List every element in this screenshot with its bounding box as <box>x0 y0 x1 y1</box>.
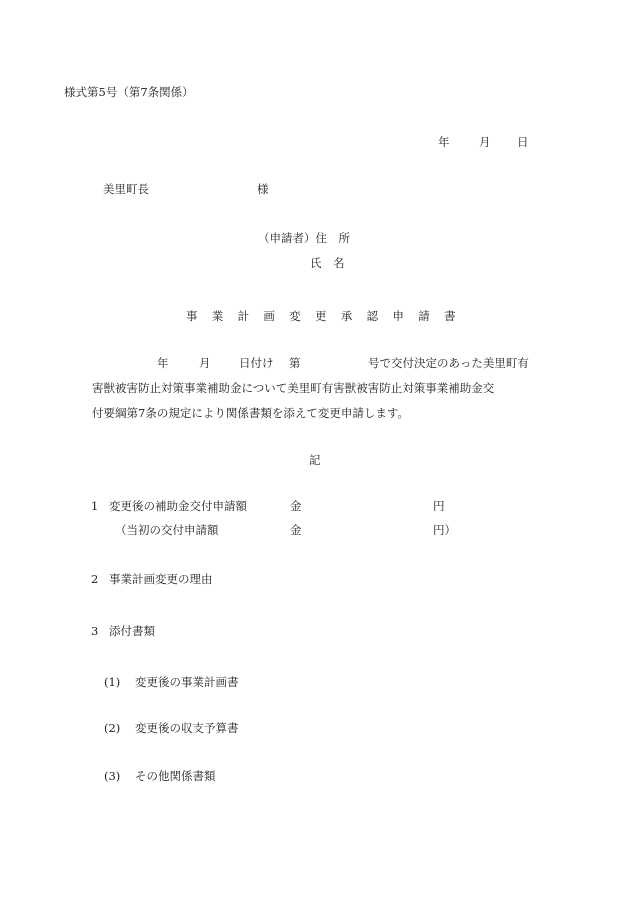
body-year-label: 年 <box>157 356 169 370</box>
form-number: 様式第5号（第7条関係） <box>64 85 194 99</box>
date-day-label: 日 <box>517 135 529 149</box>
item1-original-kin: 金 <box>290 523 302 537</box>
item1-original-en: 円） <box>433 523 456 537</box>
body-line3-text: 付要綱第7条の規定により関係書類を添えて変更申請します。 <box>92 406 409 420</box>
attachment-number: (1) <box>104 675 121 689</box>
item2-label: 事業計画変更の理由 <box>109 572 213 586</box>
applicant-name-label: 氏 名 <box>310 256 345 270</box>
item1-number: 1 <box>91 499 99 513</box>
item3-label: 添付書類 <box>109 624 155 638</box>
date-month-label: 月 <box>479 135 491 149</box>
body-number-prefix: 第 <box>289 356 301 370</box>
attachment-number: (3) <box>104 769 121 783</box>
body-date-label: 日付け <box>239 356 274 370</box>
item3-number: 3 <box>91 624 99 638</box>
item2-number: 2 <box>91 572 99 586</box>
applicant-address-label: （申請者）住 所 <box>258 231 350 245</box>
attachment-label: その他関係書類 <box>135 769 216 783</box>
attachment-label: 変更後の収支予算書 <box>135 721 239 735</box>
document-title: 事業計画変更承認申請書 <box>186 309 470 323</box>
item1-label: 変更後の補助金交付申請額 <box>109 499 247 513</box>
ki-heading: 記 <box>309 453 321 467</box>
body-line2-text: 害獣被害防止対策事業補助金について美里町有害獣被害防止対策事業補助金交 <box>92 381 495 395</box>
attachment-label: 変更後の事業計画書 <box>135 675 239 689</box>
item1-en: 円 <box>433 499 445 513</box>
item1-original-label: （当初の交付申請額 <box>115 523 219 537</box>
item1-kin: 金 <box>290 499 302 513</box>
attachment-number: (2) <box>104 721 121 735</box>
body-line1-text: 号で交付決定のあった美里町有 <box>368 356 529 370</box>
addressee-name: 美里町長 <box>103 182 149 196</box>
date-year-label: 年 <box>438 135 450 149</box>
body-month-label: 月 <box>199 356 211 370</box>
addressee-suffix: 様 <box>257 182 269 196</box>
